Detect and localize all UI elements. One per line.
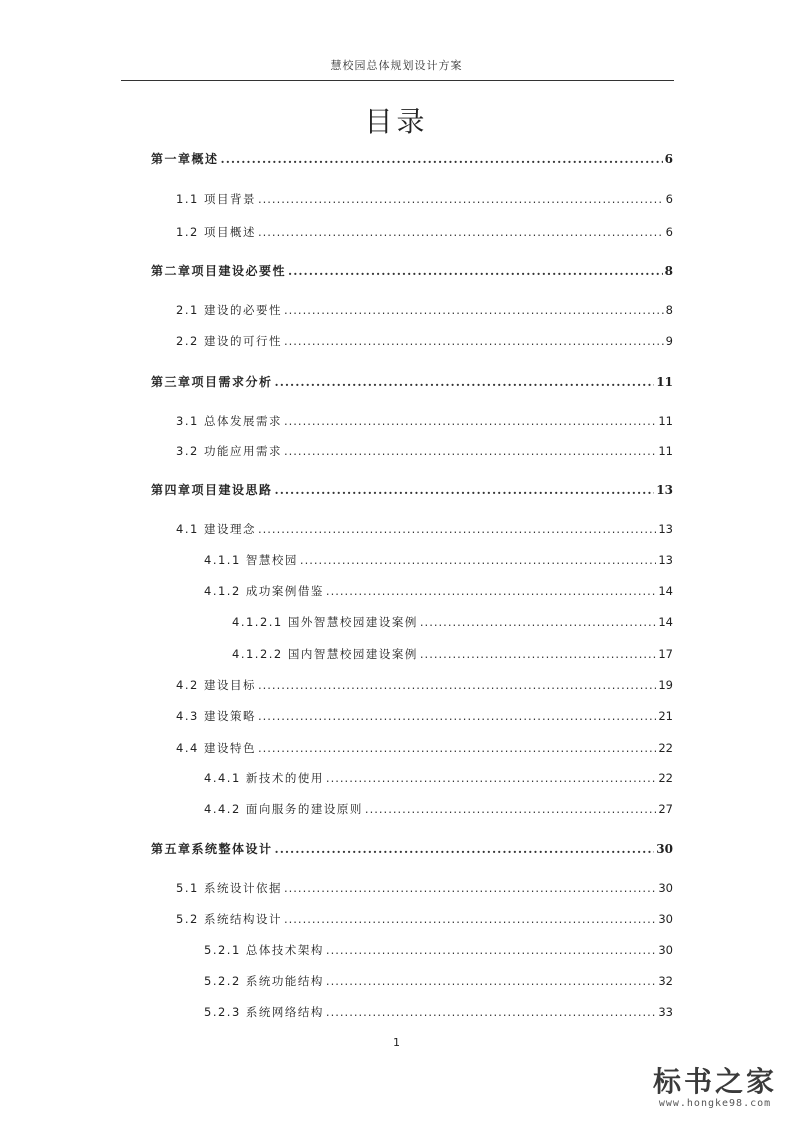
dot-leader	[258, 678, 656, 692]
toc-entry[interactable]	[176, 740, 673, 758]
toc-entry[interactable]	[204, 770, 673, 788]
toc-entry-label: 1.1 项目背景	[176, 192, 256, 206]
dot-leader	[420, 647, 656, 661]
toc-entry-label: 5.1 系统设计依据	[176, 881, 282, 895]
toc-entry-page: 13	[656, 483, 673, 497]
toc-chapter-entry[interactable]	[151, 373, 673, 391]
dot-leader	[275, 842, 655, 856]
toc-entry-page: 32	[658, 974, 673, 988]
toc-entry-label: 4.1 建设理念	[176, 522, 256, 536]
dot-leader	[300, 553, 656, 567]
dot-leader	[326, 974, 656, 988]
toc-entry[interactable]	[176, 302, 673, 320]
toc-entry-label: 5.2 系统结构设计	[176, 912, 282, 926]
watermark-url: www.hongke98.com	[658, 1098, 772, 1109]
toc-entry[interactable]	[176, 880, 673, 898]
dot-leader	[326, 1005, 656, 1019]
toc-entry-page: 9	[665, 334, 673, 348]
toc-entry-label: 5.2.3 系统网络结构	[204, 1005, 324, 1019]
toc-entry-page: 17	[658, 647, 673, 661]
toc-entry-label: 4.4.2 面向服务的建设原则	[204, 802, 363, 816]
toc-entry-page: 14	[658, 584, 673, 598]
toc-entry-page: 11	[658, 444, 673, 458]
toc-entry-label: 4.4.1 新技术的使用	[204, 771, 324, 785]
toc-entry-label: 第五章系统整体设计	[151, 842, 273, 856]
dot-leader	[284, 414, 656, 428]
dot-leader	[258, 741, 656, 755]
dot-leader	[284, 444, 656, 458]
dot-leader	[258, 522, 656, 536]
toc-entry[interactable]	[176, 521, 673, 539]
dot-leader	[420, 615, 656, 629]
toc-entry-page: 6	[664, 152, 673, 166]
dot-leader	[326, 943, 656, 957]
toc-entry[interactable]	[176, 443, 673, 461]
toc-entry[interactable]	[204, 583, 673, 601]
dot-leader	[365, 802, 656, 816]
toc-entry[interactable]	[232, 614, 673, 632]
toc-entry[interactable]	[232, 646, 673, 664]
toc-entry-label: 第一章概述	[151, 152, 219, 166]
toc-entry-page: 11	[656, 375, 673, 389]
toc-entry[interactable]	[204, 942, 673, 960]
toc-entry[interactable]	[176, 708, 673, 726]
toc-entry-page: 8	[664, 264, 673, 278]
toc-entry-page: 27	[658, 802, 673, 816]
toc-entry-label: 5.2.1 总体技术架构	[204, 943, 324, 957]
toc-chapter-entry[interactable]	[151, 840, 673, 858]
toc-entry-label: 4.4 建设特色	[176, 741, 256, 755]
toc-entry-page: 22	[658, 771, 673, 785]
toc-entry[interactable]	[204, 973, 673, 991]
toc-entry-page: 13	[658, 522, 673, 536]
running-header: 慧校园总体规划设计方案	[330, 59, 463, 72]
dot-leader	[284, 334, 664, 348]
toc-chapter-entry[interactable]	[151, 481, 673, 499]
toc-entry-page: 13	[658, 553, 673, 567]
dot-leader	[258, 225, 664, 239]
toc-entry[interactable]	[176, 413, 673, 431]
toc-entry-label: 4.1.2 成功案例借鉴	[204, 584, 324, 598]
dot-leader	[284, 881, 656, 895]
toc-entry-label: 4.1.2.1 国外智慧校园建设案例	[232, 615, 418, 629]
toc-entry-label: 第三章项目需求分析	[151, 375, 273, 389]
toc-entry-page: 30	[658, 881, 673, 895]
toc-entry-page: 33	[658, 1005, 673, 1019]
toc-entry-label: 2.1 建设的必要性	[176, 303, 282, 317]
toc-entry-page: 30	[656, 842, 673, 856]
header-rule	[121, 80, 674, 81]
toc-entry-label: 3.1 总体发展需求	[176, 414, 282, 428]
toc-entry[interactable]	[204, 552, 673, 570]
toc-entry[interactable]	[204, 1004, 673, 1022]
watermark-brand: 标书之家	[652, 1065, 777, 1098]
toc-entry-page: 30	[658, 912, 673, 926]
toc-entry-page: 19	[658, 678, 673, 692]
toc-entry[interactable]	[204, 801, 673, 819]
toc-entry-page: 14	[658, 615, 673, 629]
dot-leader	[275, 375, 655, 389]
toc-chapter-entry[interactable]	[151, 150, 673, 168]
toc-entry-label: 2.2 建设的可行性	[176, 334, 282, 348]
dot-leader	[288, 264, 663, 278]
toc-entry[interactable]	[176, 191, 673, 209]
toc-entry-page: 21	[658, 709, 673, 723]
toc-entry-page: 8	[665, 303, 673, 317]
dot-leader	[284, 303, 664, 317]
dot-leader	[326, 584, 656, 598]
toc-entry-page: 6	[665, 225, 673, 239]
toc-entry-label: 第四章项目建设思路	[151, 483, 273, 497]
dot-leader	[258, 192, 664, 206]
dot-leader	[284, 912, 656, 926]
toc-entry-page: 11	[658, 414, 673, 428]
toc-entry[interactable]	[176, 677, 673, 695]
dot-leader	[275, 483, 655, 497]
toc-entry-label: 5.2.2 系统功能结构	[204, 974, 324, 988]
toc-entry-label: 4.1.1 智慧校园	[204, 553, 298, 567]
toc-entry-page: 22	[658, 741, 673, 755]
toc-entry-page: 30	[658, 943, 673, 957]
dot-leader	[258, 709, 656, 723]
dot-leader	[221, 152, 663, 166]
toc-entry-label: 3.2 功能应用需求	[176, 444, 282, 458]
toc-entry-page: 6	[665, 192, 673, 206]
toc-entry[interactable]	[176, 224, 673, 242]
toc-entry[interactable]	[176, 333, 673, 351]
toc-entry-label: 4.2 建设目标	[176, 678, 256, 692]
toc-chapter-entry[interactable]	[151, 262, 673, 280]
toc-entry-label: 4.3 建设策略	[176, 709, 256, 723]
dot-leader	[326, 771, 656, 785]
page-number: 1	[393, 1036, 400, 1049]
watermark-logo	[640, 1066, 790, 1109]
toc-entry-label: 第二章项目建设必要性	[151, 264, 287, 278]
toc-title: 目录	[364, 105, 429, 138]
toc-entry[interactable]	[176, 911, 673, 929]
toc-entry-label: 4.1.2.2 国内智慧校园建设案例	[232, 647, 418, 661]
toc-entry-label: 1.2 项目概述	[176, 225, 256, 239]
